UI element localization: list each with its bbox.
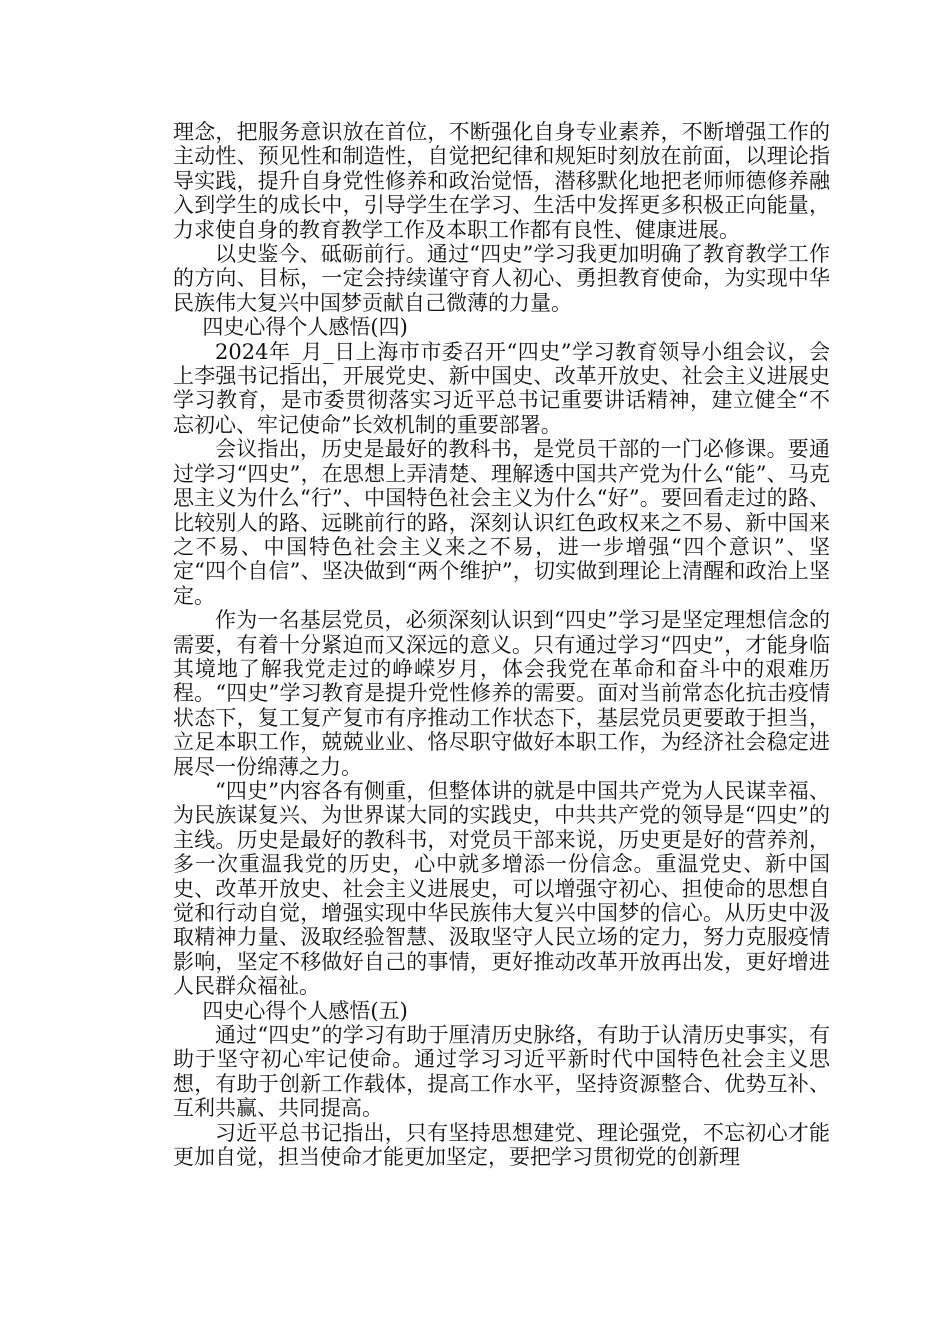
paragraph-1: 理念，把服务意识放在首位，不断强化自身专业素养，不断增强工作的主动性、预见性和制造性，自觉把纪律和规矩时刻放在前面，以理论指导实践，提升自身党性修养和政治觉悟，潜移默化地把老师师德修养融入到学生的成长中，引导学生在学习、生活中发挥更多积极正向能量，力求使自身的教育教学工作及本职工作都有良性、健康进展。 bbox=[173, 120, 830, 242]
paragraph-2: 以史鉴今、砥砺前行。通过“四史”学习我更加明确了教育教学工作的方向、目标，一定会持续谨守育人初心、勇担教育使命，为实现中华民族伟大复兴中国梦贡献自己微薄的力量。 bbox=[173, 242, 830, 315]
paragraph-6: “四史”内容各有侧重，但整体讲的就是中国共产党为人民谋幸福、为民族谋复兴、为世界谋大同的实践史，中共共产党的领导是“四史”的主线。历史是最好的教科书，对党员干部来说，历史更是好的营养剂，多一次重温我党的历史，心中就多增添一份信念。重温党史、新中国史、改革开放史、社会主义进展史，可以增强守初心、担使命的思想自觉和行动自觉，增强实现中华民族伟大复兴中国梦的信心。从历史中汲取精神力量、汲取经验智慧、汲取坚守人民立场的定力，努力克服疫情影响，坚定不移做好自己的事情，更好推动改革开放再出发，更好增进人民群众福祉。 bbox=[173, 778, 830, 999]
paragraph-4: 会议指出，历史是最好的教科书，是党员干部的一门必修课。要通过学习“四史”，在思想上弄清楚、理解透中国共产党为什么“能”、马克思主义为什么“行”、中国特色社会主义为什么“好”。要回看走过的路、比较别人的路、远眺前行的路，深刻认识红色政权来之不易、新中国来之不易、中国特色社会主义来之不易，进一步增强“四个意识”、坚定“四个自信”、坚决做到“两个维护”，切实做到理论上清醒和政治上坚定。 bbox=[173, 437, 830, 608]
section-heading-5: 四史心得个人感悟(五) bbox=[202, 998, 408, 1023]
paragraph-8: 习近平总书记指出，只有坚持思想建党、理论强党，不忘初心才能更加自觉，担当使命才能更加坚定，要把学习贯彻党的创新理 bbox=[173, 1120, 830, 1170]
paragraph-3: 2024年_月_日上海市市委召开“四史”学习教育领导小组会议，会上李强书记指出，开展党史、新中国史、改革开放史、社会主义进展史学习教育，是市委贯彻落实习近平总书记重要讲话精神，建立健全“不忘初心、牢记使命”长效机制的重要部署。 bbox=[173, 339, 830, 437]
paragraph-7: 通过“四史”的学习有助于厘清历史脉络，有助于认清历史事实，有助于坚守初心牢记使命。通过学习习近平新时代中国特色社会主义思想，有助于创新工作载体，提高工作水平，坚持资源整合、优势互补、互利共赢、共同提高。 bbox=[173, 1023, 830, 1121]
document-body bbox=[173, 120, 830, 1169]
paragraph-5: 作为一名基层党员，必须深刻认识到“四史”学习是坚定理想信念的需要，有着十分紧迫而又深远的意义。只有通过学习“四史”，才能身临其境地了解我党走过的峥嵘岁月，体会我党在革命和奋斗中的艰难历程。“四史”学习教育是提升党性修养的需要。面对当前常态化抗击疫情状态下，复工复产复市有序推动工作状态下，基层党员更要敢于担当，立足本职工作，兢兢业业、恪尽职守做好本职工作，为经济社会稳定进展尽一份绵薄之力。 bbox=[173, 608, 830, 779]
section-heading-4: 四史心得个人感悟(四) bbox=[202, 315, 408, 340]
